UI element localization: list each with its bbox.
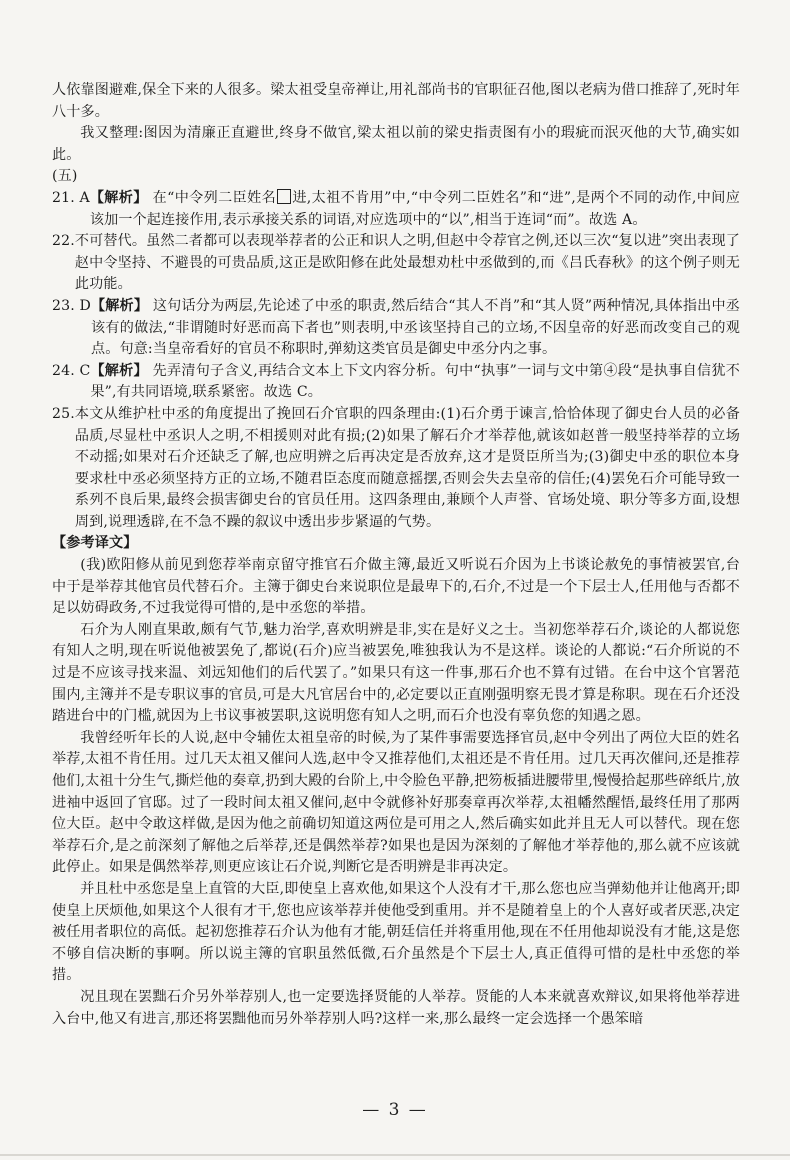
answer-body	[90, 188, 740, 231]
translation-paragraph: 石介为人刚直果敢,颇有气节,魅力治学,喜欢明辨是非,实在是好义之士。当初您举荐石介,谈论的人都说您有知人之明,现在听说他被罢免了,都说(石介)应当被罢免,唯独我认为不是这样。谈论的人都说:“石介所说的不过是不应该寻找来温、刘远知他们的后代罢了。”如果只有这一件事,那石介也不算有过错。在台中这个官署范围内,主簿并不是专职议事的官员,可是大凡官居台中的,必定要以正直刚强明察无畏才算是称职。现在石介还没踏进台中的门槛,就因为上书议事被罢职,这说明您有知人之明,而石介也没有辜负您的知遇之恩。	[52, 621, 740, 725]
answer-24	[52, 361, 740, 404]
analysis-tag: 【解析】	[90, 297, 149, 314]
answer-body	[90, 361, 740, 404]
analysis-tag: 【解析】	[90, 362, 148, 379]
answer-body	[91, 296, 740, 361]
answer-number: 22.	[52, 233, 75, 250]
paragraph: 人依靠图避难,保全下来的人很多。梁太祖受皇帝禅让,用礼部尚书的官职征召他,图以老病为借口推辞了,死时年八十多。	[52, 82, 740, 120]
answer-text: 不可替代。虽然二者都可以表现举荐者的公正和识人之明,但赵中令荐官之例,还以三次“复以进”突出表现了赵中令坚持、不避畏的可贵品质,这正是欧阳修在此处最想劝杜中丞做到的,而《吕氏春秋》的这个例子则无此功能。	[74, 233, 740, 293]
answer-21	[52, 188, 740, 231]
answer-number: 25.	[52, 405, 75, 422]
translator-note: 我又整理:图因为清廉正直避世,终身不做官,梁太祖以前的梁史指责图有小的瑕疵而泯灭他的大节,确实如此。	[52, 125, 740, 163]
page-content	[52, 80, 740, 1030]
translation-heading: 【参考译文】	[52, 535, 138, 552]
answer-number: 23. D	[52, 297, 91, 314]
answer-22	[52, 231, 740, 296]
answer-number: 21. A	[52, 189, 90, 206]
answer-25	[52, 404, 740, 534]
answer-text: 在“中令列二臣姓名	[147, 189, 277, 206]
translation-paragraph: 况且现在罢黜石介另外举荐别人,也一定要选择贤能的人举荐。贤能的人本来就喜欢辩议,如果将他举荐进入台中,他又有进言,那还将罢黜他而另外举荐别人吗?这样一来,那么最终一定会选择一个愚笨暗	[52, 988, 740, 1027]
section-label: (五)	[52, 168, 78, 185]
answer-number: 24. C	[52, 362, 91, 379]
page-edge-divider	[0, 1154, 790, 1156]
page-number: — 3 —	[362, 1100, 428, 1120]
answer-text: 本文从维护杜中丞的角度提出了挽回石介官职的四条理由:(1)石介勇于谏言,恰恰体现了御史台人员的必备品质,尽显杜中丞识人之明,不相援则对此有损;(2)如果了解石介才举荐他,就该如赵普一般坚持举荐的立场不动摇;如果对石介还缺乏了解,也应明辨之后再决定是否放弃,这才是贤臣所当为;(3)御史中丞的职位本身要求杜中丞必须坚持方正的立场,不随君臣态度而随意摇摆,否则会失去皇帝的信任;(4)罢免石介可能导致一系列不良后果,最终会损害御史台的官员任用。这四条理由,兼顾个人声誉、官场处境、职分等多方面,设想周到,说理透辟,在不急不躁的叙议中透出步步紧逼的气势。	[74, 405, 740, 530]
translation-paragraph: 并且杜中丞您是皇上直管的大臣,即使皇上喜欢他,如果这个人没有才干,那么您也应当弹劾他并让他离开;即使皇上厌烦他,如果这个人很有才干,您也应该举荐并使他受到重用。并不是随着皇上的个人喜好或者厌恶,决定被任用者职位的高低。起初您推荐石介认为他有才能,朝廷信任并将重用他,现在不任用他却说没有才能,这是您不够自信决断的事啊。所以说主簿的官职虽然低微,石介虽然是个下层士人,真正值得可惜的是杜中丞您的举措。	[52, 880, 740, 984]
translation-paragraph: (我)欧阳修从前见到您荐举南京留守推官石介做主簿,最近又听说石介因为上书谈论赦免的事情被罢官,台中于是举荐其他官员代替石介。主簿于御史台来说职位是最卑下的,石介,不过是一个下层士人,任用他与否都不足以妨碍政务,不过我觉得可惜的,是中丞您的举措。	[52, 557, 740, 617]
analysis-tag: 【解析】	[89, 189, 148, 206]
translation-paragraph: 我曾经听年长的人说,赵中令辅佐太祖皇帝的时候,为了某件事需要选择官员,赵中令列出了两位大臣的姓名举荐,太祖不肯任用。过几天太祖又催问人选,赵中令又推荐他们,太祖还是不肯任用。过几天再次催问,还是推荐他们,太祖十分生气,撕烂他的奏章,扔到大殿的台阶上,中令脸色平静,把笏板插进腰带里,慢慢拾起那些碎纸片,放进袖中返回了官邸。过了一段时间太祖又催问,赵中令就修补好那奏章再次举荐,太祖幡然醒悟,最终任用了那两位大臣。赵中令敢这样做,是因为他之前确切知道这两位是可用之人,然后确实如此并且无人可以替代。现在您举荐石介,是之前深刻了解他之后举荐,还是偶然举荐?如果也是因为深刻的了解他才举荐他的,那么就不应该就此停止。如果是偶然举荐,则更应该让石介说,判断它是否明辨是非再决定。	[52, 729, 740, 876]
answer-23	[52, 296, 740, 361]
answer-text: 先弄清句子含义,再结合文本上下文内容分析。句中“执事”一词与文中第④段“是执事自信犹不果”,有共同语境,联系紧密。故选 C。	[90, 362, 740, 401]
answer-text: 这句话分为两层,先论述了中丞的职责,然后结合“其人不肖”和“其人贤”两种情况,具体指出中丞该有的做法,“非谓随时好恶而高下者也”则表明,中丞该坚持自己的立场,不因皇帝的好恶而改变自己的观点。句意:当皇帝看好的官员不称职时,弹劾这类官员是御史中丞分内之事。	[90, 297, 740, 358]
blank-box-icon	[277, 189, 291, 204]
answer-text: 进,太祖不肯用”中,“中令列二臣姓名”和“进”,是两个不同的动作,中间应该加一个起连接作用,表示承接关系的词语,对应选项中的“以”,相当于连词“而”。故选 A。	[89, 189, 741, 228]
